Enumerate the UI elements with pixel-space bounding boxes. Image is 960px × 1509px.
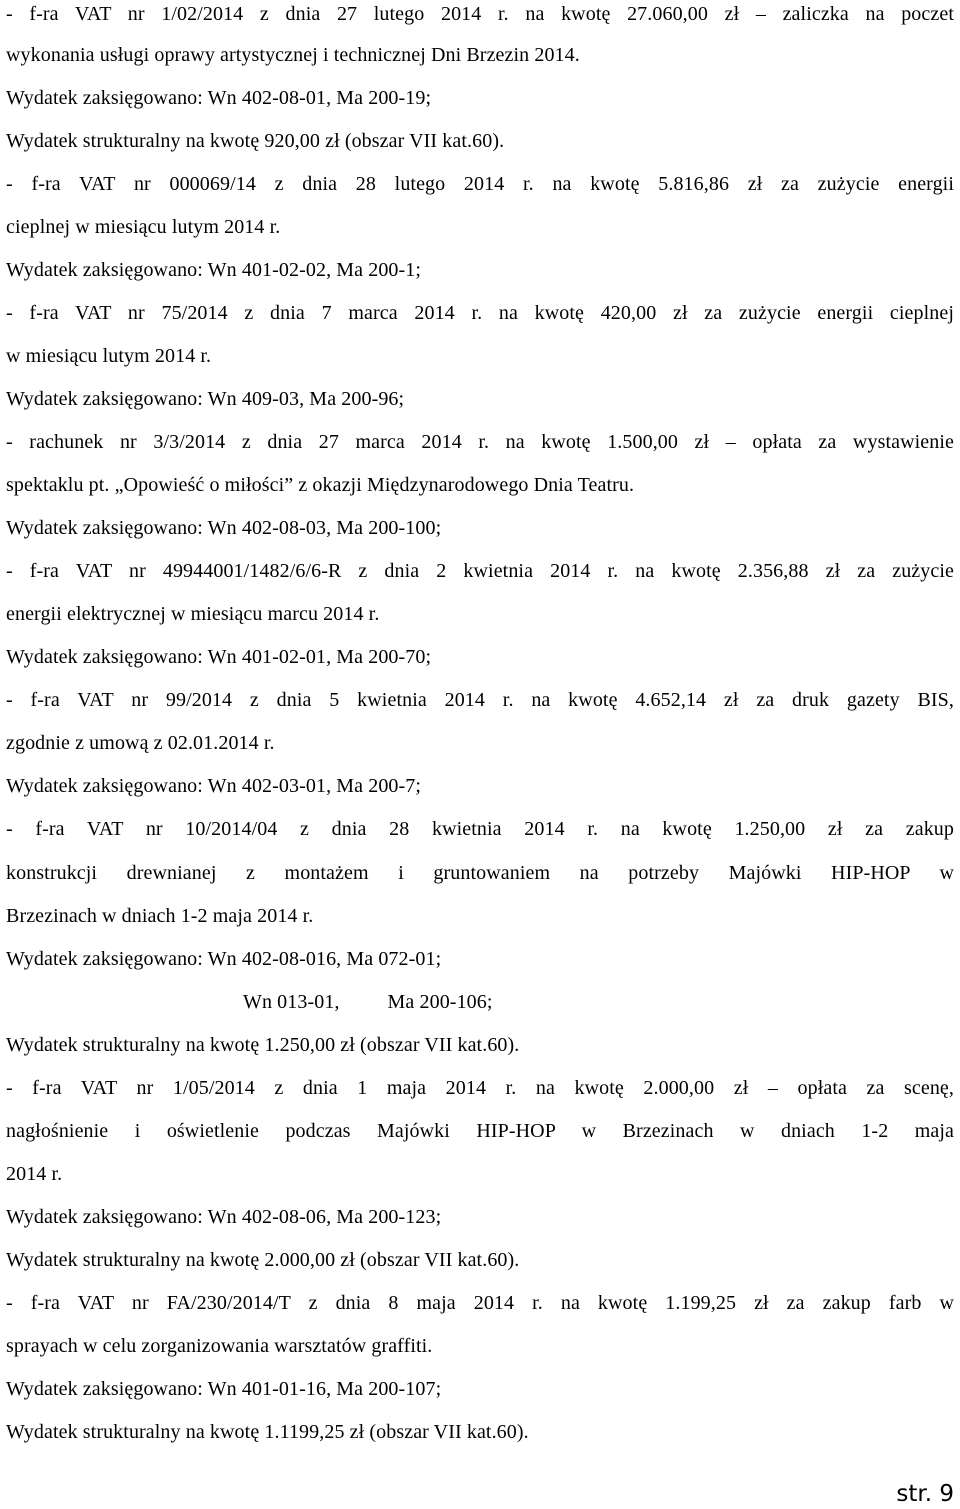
entry-line: - f-ra VAT nr 000069/14 z dnia 28 lutego 2014 r. na kwotę 5.816,86 zł za zużycie energii	[6, 173, 954, 195]
posting-line: Wydatek zaksięgowano: Wn 401-02-01, Ma 200-70;	[6, 646, 432, 668]
entry-line: - f-ra VAT nr 75/2014 z dnia 7 marca 2014 r. na kwotę 420,00 zł za zużycie energii cieplnej	[6, 302, 954, 324]
entry-line: cieplnej w miesiącu lutym 2014 r.	[6, 216, 281, 238]
structural-line: Wydatek strukturalny na kwotę 920,00 zł (obszar VII kat.60).	[6, 130, 505, 152]
posting-line: Wydatek zaksięgowano: Wn 401-02-02, Ma 200-1;	[6, 259, 422, 281]
entry-line: wykonania usługi oprawy artystycznej i technicznej Dni Brzezin 2014.	[6, 44, 580, 66]
structural-line: Wydatek strukturalny na kwotę 2.000,00 zł (obszar VII kat.60).	[6, 1249, 520, 1271]
posting-credit: Ma 200-106;	[387, 991, 493, 1013]
entry-line: w miesiącu lutym 2014 r.	[6, 345, 212, 367]
posting-debit: Wn 013-01,	[243, 991, 340, 1013]
entry-line: - f-ra VAT nr 1/02/2014 z dnia 27 lutego 2014 r. na kwotę 27.060,00 zł – zaliczka na poczet	[6, 3, 954, 25]
posting-line-continuation	[243, 988, 493, 1016]
page-number: str. 9	[896, 1481, 954, 1507]
entry-line: zgodnie z umową z 02.01.2014 r.	[6, 732, 275, 754]
posting-line: Wydatek zaksięgowano: Wn 402-08-016, Ma 072-01;	[6, 948, 442, 970]
entry-line: Brzezinach w dniach 1-2 maja 2014 r.	[6, 905, 314, 927]
entry-line: sprayach w celu zorganizowania warsztatów graffiti.	[6, 1335, 433, 1357]
entry-line: energii elektrycznej w miesiącu marcu 2014 r.	[6, 603, 380, 625]
entry-line: - f-ra VAT nr FA/230/2014/T z dnia 8 maja 2014 r. na kwotę 1.199,25 zł za zakup farb w	[6, 1292, 954, 1314]
structural-line: Wydatek strukturalny na kwotę 1.1199,25 zł (obszar VII kat.60).	[6, 1421, 529, 1443]
entry-line: nagłośnienie i oświetlenie podczas Majówki HIP-HOP w Brzezinach w dniach 1-2 maja	[6, 1120, 954, 1142]
entry-line: konstrukcji drewnianej z montażem i gruntowaniem na potrzeby Majówki HIP-HOP w	[6, 862, 954, 884]
posting-line: Wydatek zaksięgowano: Wn 401-01-16, Ma 200-107;	[6, 1378, 442, 1400]
entry-line: 2014 r.	[6, 1163, 63, 1185]
entry-line: spektaklu pt. „Opowieść o miłości” z okazji Międzynarodowego Dnia Teatru.	[6, 474, 635, 496]
posting-line: Wydatek zaksięgowano: Wn 402-08-03, Ma 200-100;	[6, 517, 442, 539]
entry-line: - f-ra VAT nr 99/2014 z dnia 5 kwietnia 2014 r. na kwotę 4.652,14 zł za druk gazety BIS,	[6, 689, 954, 711]
entry-line: - rachunek nr 3/3/2014 z dnia 27 marca 2014 r. na kwotę 1.500,00 zł – opłata za wystawienie	[6, 431, 954, 453]
posting-line: Wydatek zaksięgowano: Wn 402-08-01, Ma 200-19;	[6, 87, 432, 109]
entry-line: - f-ra VAT nr 10/2014/04 z dnia 28 kwietnia 2014 r. na kwotę 1.250,00 zł za zakup	[6, 818, 954, 840]
posting-line: Wydatek zaksięgowano: Wn 402-08-06, Ma 200-123;	[6, 1206, 442, 1228]
posting-line: Wydatek zaksięgowano: Wn 402-03-01, Ma 200-7;	[6, 775, 422, 797]
structural-line: Wydatek strukturalny na kwotę 1.250,00 zł (obszar VII kat.60).	[6, 1034, 520, 1056]
posting-line: Wydatek zaksięgowano: Wn 409-03, Ma 200-96;	[6, 388, 405, 410]
entry-line: - f-ra VAT nr 1/05/2014 z dnia 1 maja 2014 r. na kwotę 2.000,00 zł – opłata za scenę,	[6, 1077, 954, 1099]
entry-line: - f-ra VAT nr 49944001/1482/6/6-R z dnia 2 kwietnia 2014 r. na kwotę 2.356,88 zł za zużycie	[6, 560, 954, 582]
